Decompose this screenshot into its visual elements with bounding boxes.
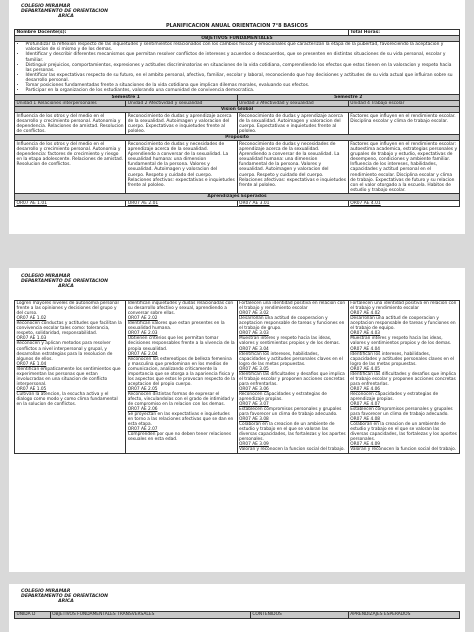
ae-code: OR07 AE 3.08 [239, 417, 269, 423]
ae-code: OR07 AE 2.03 [127, 331, 158, 337]
objetivos-list-cell [15, 41, 460, 94]
ae-description: Fortalecen una identidad positiva en relacion con el trabajo y rendimiento escolar [350, 301, 457, 312]
ae-code: OR07 AE 4.04 [350, 346, 381, 352]
letterhead [9, 268, 465, 290]
header-objetivos-transversales: OBJETIVOS FUNDAMENTALES TRANSVERSALES [50, 611, 250, 618]
ae-code: OR07 AE 4.07 [350, 402, 381, 408]
ae-description: Identifican los intereses, habilidades, capacidades y actitudes personales claves en el logro de las metas propuestas. [350, 351, 455, 367]
ae-code: OR07 AE 3.03 [239, 331, 269, 337]
header-contenidos: CONTENIDOS [250, 611, 348, 618]
ae-description: Reconocen capacidades y estrategias de aprendizaje propias. [239, 391, 327, 402]
objetivo-item: • Identificar y describir diferentes mecanismos que permitan resolver conflictos de intereses y acuerdos o desacuerdos, que se presenten en distintas situaciones de su vida personal, escolar y familiar. [26, 52, 458, 62]
ae-description: Colaboran en la creacion de un ambiente de estudio y trabajo en el que se valoran las diversas capacidades, las fortalezas y los aportes personales. [239, 422, 346, 443]
ae-description: Fortalecen una identidad positiva en relacion con el trabajo y rendimiento escolar [239, 301, 346, 312]
ae-description: Reconocen conductas y actitudes que facilitan la convivencia escolar tales como: tolerancia, respeto, solidaridad, responsabilidad. [16, 321, 122, 337]
department-name: DEPARTAMENTO DE ORIENTACION [21, 594, 109, 600]
document-title: PLANIFICACION ANUAL ORIENTACION 7°8 BASICOS [165, 22, 309, 29]
aprendizajes-unit-2 [126, 300, 237, 453]
proposito-cell-1: Influencia de los otros y del medio en el desarrollo y crecimiento personal. Autonomia y dependencia: factores de crecimiento y riesgo en la etapa adolescente. Relaciones de amistad. Resolucion de conflictos. [15, 141, 126, 194]
city-name: ARICA [58, 284, 74, 290]
ae-description: Obtienen criterios que les permitan tomar decisiones responsables frente a la vivencia de la propia sexualidad. [127, 336, 235, 352]
page-1 [9, 0, 465, 234]
ae-description: Identifican las dificultades y desafios que implica el trabajo escolar y proponen acciones concretas para enfrentarlas. [239, 371, 345, 387]
unit-4-header: Unidad 4 Trabajo escolar [348, 100, 459, 106]
proposito-cell-4: Factores que influyen en el rendimiento escolar: autoestima academica, estrategias personales y grupales de trabajo y estudio, expectativas de desempeno, condiciones y ambiente familiar. Influencia de los intereses, habilidades, capacidades y actitud personal en el rendimiento escolar. Disciplina escolar y clima de trabajo. Expectativas de futuro y su relacion con el valor otorgado a la escuela. Habitos de estudio y trabajo escolar. [348, 141, 459, 194]
vision-cell-2: Reconocimiento de dudas y aprendizaje acerca de la sexualidad. Autoimagen y valoracion del cuerpo. Expectativas e inquietudes frente al pololeo. [126, 113, 237, 135]
ae-code: OR07 AE 3.02 [239, 311, 269, 317]
city-name: ARICA [58, 599, 74, 605]
ae-description: Logren mayores niveles de autonomia personal frente a las opiniones y decisiones del grupo y del curso. [16, 301, 119, 317]
page-2 [9, 268, 465, 572]
school-name: COLEGIO MIRAMAR [21, 4, 71, 9]
ae-description: Muestran interes y respeto hacia las ideas, valores y sentimientos propios y de los demas. [239, 336, 341, 347]
ae-code-4: OR07 AE 4.01 [348, 200, 459, 206]
ae-code: OR07 AE 2.07 [127, 427, 158, 433]
semestre-2-header: Semestre 2 [237, 94, 460, 100]
aprendizajes-header: Aprendizajes Esperados [15, 194, 460, 200]
ae-code: OR07 AE 4.08 [350, 417, 381, 423]
letterhead [9, 0, 465, 20]
ae-description: Reconocen los estereotipos de belleza femenina y masculina que predominan en los medios de comunicacion, analizando criticamente la importancia que se otorga a la apariencia fisica y los aspectos que estos le provocan respecto de la aceptacion del propio cuerpo. [127, 356, 235, 387]
header-aprendizajes: APRENDIZAJES ESPERADOS [348, 611, 459, 618]
ae-code: OR07 AE 3.04 [239, 346, 269, 352]
ae-code: OR07 AE 1.03 [16, 336, 47, 342]
aprendizajes-unit-3 [237, 300, 348, 453]
city-name: ARICA [58, 14, 74, 20]
units-table [14, 611, 460, 619]
ae-code: OR07 AE 4.05 [350, 366, 381, 372]
school-name: COLEGIO MIRAMAR [21, 589, 71, 594]
ae-description: Desarrollan una actitud de cooperacion y aceptacion responsable de tareas y funciones en el trabajo de equipo. [350, 316, 456, 332]
ae-code-1: OR07 AE 1.01 [15, 200, 126, 206]
aprendizajes-unit-1 [15, 300, 126, 453]
objetivo-item: • Distinguir prejuicios, comportamientos, expresiones y actitudes discriminatorias en situaciones de la vida cotidiana, comprendiendo los efectos que estos tienen en la valoracion y respeto hacia las personas. [26, 63, 458, 73]
ae-description: Reconocen y aplican metodos para resolver conflictos a nivel interpersonal y grupal, y desarrollan estrategias para la resolucion de algunos de ellos. [16, 341, 113, 362]
ae-code: OR07 AE 4.09 [350, 442, 381, 448]
objetivo-item: • Identificar las expectativas respecto de su futuro, en el ambito personal, afectivo, familiar, escolar y laboral, reconociendo que hay decisiones y actitudes de su vida actual que influiran sobre su desarrollo personal. [26, 73, 458, 83]
ae-description: Valoran y reconocen la funcion social del trabajo. [350, 447, 456, 453]
objetivo-item: • Tomar posiciones fundamentadas frente a situaciones de la vida cotidiana que implican dilemas morales, evaluando sus efectos. [26, 83, 458, 88]
objetivos-header: OBJETIVOS FUNDAMENTALES [15, 35, 460, 41]
vision-cell-1: Influencia de los otros y del medio en el desarrollo y crecimiento personal. Autonomia y dependencia. Relaciones de amistad. Resolucion de conflictos. [15, 113, 126, 135]
docente-label: Nombre Docente(s): [15, 29, 349, 35]
letterhead [9, 584, 465, 605]
objetivo-item: • Profundizar la reflexion respecto de las inquietudes y sentimientos relacionados con los cambios fisicos y emocionales que caracterizan la etapa de la pubertad, favoreciendo la aceptacion y valoracion de si mismo y de los demas. [26, 42, 458, 52]
planning-table [14, 29, 460, 207]
ae-code: OR07 AE 1.04 [16, 361, 47, 367]
semestre-1-header: Semestre 1 [15, 94, 238, 100]
ae-code: OR07 AE 2.05 [127, 386, 158, 392]
header-unidad: UNIDA D [15, 611, 51, 618]
ae-code-3: OR07 AE 3.01 [237, 200, 348, 206]
ae-description: Identifican empaticamente los sentimientos que experimentan las personas que estan involucradas en una situacion de conflicto interpersonal. [16, 366, 121, 387]
ae-description: Establecen compromisos personales y grupales para favorecer un clima de trabajo adecuado. [239, 407, 342, 418]
ae-description: Comprenden por que no deben tener relaciones sexuales en esta edad. [127, 432, 232, 443]
ae-code: OR07 AE 2.06 [127, 407, 158, 413]
ae-description: Establecen compromisos personales y grupales para favorecer un clima de trabajo adecuado. [350, 407, 453, 418]
ae-description: Identifican los intereses, habilidades, capacidades y actitudes personales claves en el logro de las metas propuestas. [239, 351, 343, 367]
ae-description: Reconocen capacidades y estrategias de aprendizaje propias. [350, 391, 439, 402]
objetivo-item: • Participar en la organizacion de los estudiantes, valorando una comunidad de convivencia democratica. [26, 88, 458, 93]
vision-cell-3: Reconocimiento de dudas y aprendizaje acerca de la sexualidad. Autoimagen y valoracion del cuerpo. Expectativas e inquietudes frente al pololeo. [237, 113, 348, 135]
horas-label: Total Horas: [348, 29, 459, 35]
ae-description: Identifican inquietudes y dudas relacionadas con su desarrollo afectivo y sexual, aprendiendo a conversar sobre ellas. [127, 301, 234, 317]
proposito-cell-3: Reconocimiento de dudas y necesidades de aprendizaje acerca de la sexualidad. Aprendiendo a conversar de la sexualidad. La sexualidad humana: una dimension fundamental de la persona. Valores y sexualidad. Autoimagen y valoracion del cuerpo. Respeto y cuidado del cuerpo. Relaciones afectivas: expectativas e inquietudes frente al pololeo. [237, 141, 348, 194]
department-name: DEPARTAMENTO DE ORIENTACION [21, 279, 109, 285]
unit-1-header: Unidad 1 Relaciones interpersonales [15, 100, 126, 106]
ae-code: OR07 AE 4.06 [350, 386, 381, 392]
ae-code: OR07 AE 3.06 [239, 386, 269, 392]
page-3 [9, 584, 465, 632]
unit-2-header: Unidad 2 Afectividad y sexualidad [126, 100, 237, 106]
ae-code: OR07 AE 3.09 [239, 442, 269, 448]
ae-code: OR07 AE 3.07 [239, 402, 269, 408]
vision-cell-4: Factores que influyen en el rendimiento escolar. Disciplina escolar y clima de trabajo escolar. [348, 113, 459, 135]
ae-code: OR07 AE 3.05 [239, 366, 269, 372]
school-name: COLEGIO MIRAMAR [21, 274, 71, 279]
aprendizajes-unit-4 [348, 300, 459, 453]
ae-description: Muestran interes y respeto hacia las ideas, valores y sentimientos propios y de los demas. [350, 336, 452, 347]
vision-header: Vision Global [15, 106, 460, 112]
ae-description: Valoran y reconocen la funcion social del trabajo. [239, 447, 345, 453]
ae-code: OR07 AE 4.02 [350, 311, 381, 317]
objetivos-list [17, 42, 458, 93]
ae-description: Cultivan la atencion, la escucha activa y el dialogo como modo y como clima fundamental en la solucion de conflictos. [16, 391, 118, 408]
unit-3-header: Unidad 3 Afectividad y sexualidad [237, 100, 348, 106]
proposito-header: Proposito [15, 135, 460, 141]
ae-description: Desarrollan una actitud de cooperacion y aceptacion responsable de tareas y funciones en el trabajo de grupo. [239, 316, 345, 332]
proposito-cell-2: Reconocimiento de dudas y necesidades de aprendizaje acerca de la sexualidad. Aprendiendo a conversar de la sexualidad. La sexualidad humana: una dimension fundamental de la persona. Valores y sexualidad. Autoimagen y valoracion del cuerpo. Respeto y cuidado del cuerpo. Relaciones afectivas: expectativas e inquietudes frente al pololeo. [126, 141, 237, 194]
ae-description: Colaboran en la creacion de un ambiente de estudio y trabajo en el que se valoran las diversas capacidades, las fortalezas y los aportes personales. [350, 422, 457, 443]
ae-description: Identifican valores que estan presentes en la sexualidad humana. [127, 321, 225, 332]
ae-code: OR07 AE 1.05 [16, 386, 47, 392]
ae-description: Reconocen distintas formas de expresar el afecto, vinculandolas con el grado de intimidad y de compromiso en la relacion con los demas. [127, 391, 234, 408]
ae-code: OR07 AE 4.03 [350, 331, 381, 337]
ae-code: OR07 AE 2.04 [127, 351, 158, 357]
ae-code: OR07 AE 2.02 [127, 316, 158, 322]
ae-code-2: OR07 AE 2.01 [126, 200, 237, 206]
ae-description: Identifican las dificultades y desafios que implica el trabajo escolar y proponen acciones concretas para enfrentarlas. [350, 371, 456, 387]
ae-description: Se proyectan en las expectativas e inquietudes en torno a las relaciones afectivas que se dan en esta etapa. [127, 412, 234, 428]
department-name: DEPARTAMENTO DE ORIENTACION [21, 9, 109, 15]
ae-code: OR07 AE 1.02 [16, 316, 47, 322]
aprendizajes-table [14, 300, 460, 454]
